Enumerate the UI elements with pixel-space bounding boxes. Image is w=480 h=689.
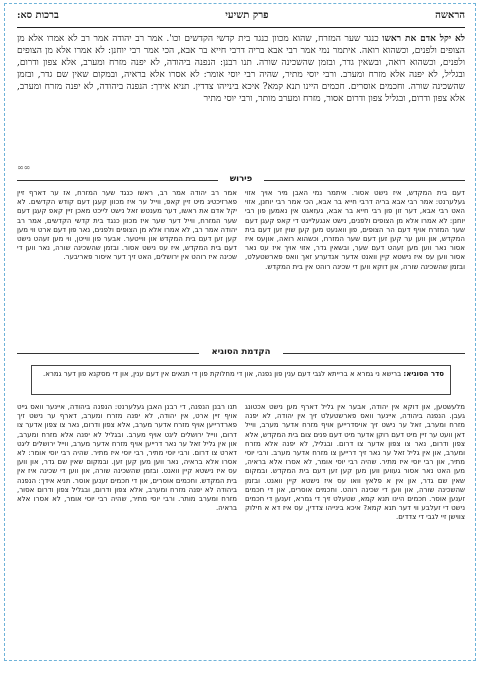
header-chapter: פרק תשיעי — [225, 10, 269, 21]
hakdama-heading — [17, 347, 465, 359]
header-tractate-name: ברכות — [35, 10, 59, 21]
header-tractate — [17, 10, 59, 21]
lower-columns — [17, 403, 465, 689]
perush-column-left: אמר רב יהודה אמר רב, ראשו כנגד שער המזרח, אז ער דארף זיין פארזיכטיג מיט זיין קאפ, ווייל ער איז מכוון קעגן דעם קודש הקדשים. לא יקל אדם את ראשו, דער מענטש זאל נישט לייכט מאכן זיין קאפ קעגן דעם שער המזרח, ווייל דער שער איז מכוון כנגד בית קדשי הקדשים, אמר רב יהודה אמר רב, לא אמרו אלא מן הצופים ולפנים, נאר פון דעם ארט ווי מען קען זען דעם בית המקדש און ווייטער. אבער פון ווייטן, ווי מען זעהט נישט דעם בית המקדש, איז עס נישט אסור. ובזמן שהשכינה שורה, נאר ווען די שכינה איז רוהט אין ירושלים, האט זיך דער איסור פאריבער. — [17, 189, 237, 262]
header-right: הראשה — [435, 10, 465, 21]
gemara-lead-words: לא יקל אדם את ראשו — [382, 34, 465, 44]
page-content — [17, 10, 465, 654]
gemara-body: כנגד שער המזרח, שהוא מכוון כנגד בית קדשי הקדשים וכו'. אמר רב יהודה אמר רב לא אמרו אלא מן הצופים ולפנים, וכשהוא רואה. איתמר נמי אמר רבי אבא בריה דרבי חייא בר אבא, הכי אמר רבי יוחנן: לא אמרו אלא מן הצופים ולפנים, וכשהוא רואה, ובשאין גדר, ובזמן שהשכינה שורה. תנו רבנן: הנפנה ביהודה, לא יפנה מזרח ומערב, אלא צפון ודרום, ובגליל, לא יפנה אלא מזרח ומערב. ורבי יוסי מתיר, שהיה רבי יוסי אומר: לא אסרו אלא בראיה, ובמקום שאין שם גדר, ובזמן שהשכינה שורה. וחכמים אוסרים. חכמים היינו תנא קמא? איכא בינייהו צדדין. תניא אידך: הנפנה ביהודה, לא יפנה מזרח ומערב, אלא צפון ודרום, ובגליל צפון ודרום אסור, מזרח ומערב מותר, ורבי יוסי מתיר — [17, 34, 465, 104]
perush-title: פירוש — [224, 174, 259, 184]
hakdama-box — [31, 365, 451, 395]
page-frame — [4, 3, 476, 661]
hakdama-title: הקדמת הסוגיא — [205, 347, 276, 357]
perush-columns — [17, 189, 465, 339]
perush-column-right: דעם בית המקדש, איז נישט אסור. איתמר נמי האבן מיר אויך אזוי געלערנט: אמר רבי אבא בריה דרבי חייא בר אבא, הכי אמר רבי יוחנן, אזוי האט רבי אבא, דער זון פון רבי חייא בר אבא, געזאגט אין נאמען פון רבי יוחנן: לא אמרו אלא מן הצופים ולפנים, נישט אנגעלייגט די קאפ קעגן דעם שער המזרח אויף דעם הר הצופים, פון וואנעט מען קען שוין זען דעם בית המקדש, און ווען ער קען זען דעם שער המזרח, וכשהוא רואה, אוןעס איז אסור נאר ווען מען זעהט דעם שער, ובשאין גדר, אזוי אויך איז עס נאר אסור ווען עס איז נישטא קיין וואנט אדער אנדערע זאך וואס פארשטעלט, ובזמן שהשכינה שורה, און דוקא ווען די שכינה רוהט אין בית המקדש. — [245, 189, 465, 271]
lower-column-right: מלעשטען, און דוקא אין יהודה, אבער אין גליל דארף מען נישט אכטונג געבן. הנפנה ביהודה, איינער וואס פארשטעלט זיך אין יהודה, לא יפנה מזרח ומערב, זאל ער נישט זיך אויסדרייען אויף מזרח אדער מערב, ווייל דאן וועט ער זיין מיט דעם רוקן אדער מיט דעם פנים צום בית המקדש, אלא צפון ודרום, נאר צו צפון אדער צו דרום. ובגליל, לא יפנה אלא מזרח ומערב, און אין גליל זאל ער נאר זיך דרייען צו מזרח אדער מערב. ורבי יוסי מתיר, און רבי יוסי איז מתיר. שהיה רבי יוסי אומר, לא אסרו אלא בראיה, מען האט נאר אסור געווען ווען מען קען זען דעם בית המקדש. ובמקום שאין שם גדר, און אין א פלאץ וואו עס איז נישטא קיין וואנט. ובזמן שהשכינה שורה, און ווען די שכינה רוהט. וחכמים אוסרים, און די חכמים זענען אוסר. חכמים היינו תנא קמא, שטעלט זיך די גמרא, זענען די חכמים נישט די זעלבע ווי דער תנא קמא? איכא בינייהו צדדין, עס איז דא א חילוק צווישן זיי לגבי די צדדים. — [245, 403, 465, 522]
header-folio: סא: — [17, 10, 33, 21]
perush-heading — [17, 174, 465, 186]
gemara-end-ornament: ∞∞ — [17, 163, 31, 172]
hakdama-text: ברישא ני גמרא א ברייתא לגבי דעם ענין פון נפנה, און די מחלוקת פון די תנאים אין דעם ענין, און די מסקנא פון דער גמרא. — [43, 370, 402, 378]
lower-column-left: תנו רבנן הנפנה, די רבנן האבן געלערנט: הנפנה ביהודה, איינער וואס גייט אויף זיין ארט, אין יהודה, לא יפנה מזרח ומערב, דארף ער נישט זיך פארדרייען אויף מזרח אדער מערב, אלא צפון ודרום, נאר צו צפון אדער צו דרום, ווייל ירושלים ליגט אויף מערב. ובגליל לא יפנה אלא מזרח ומערב, און אין גליל זאל ער נאר דרייען אויף מזרח אדער מערב, ווייל ירושלים ליגט דארט צו דרום. ורבי יוסי מתיר, רבי יוסי איז מתיר. שהיה רבי יוסי אומר: לא אסרו אלא בראיה, נאר ווען מען קען זען. ובמקום שאין שם גדר, און ווען עס איז נישטא קיין וואנט. ובזמן שהשכינה שורה, און ווען די שכינה איז אין בית המקדש. וחכמים אוסרים, און די חכמים זענען אוסר. תניא אידך: הנפנה ביהודה לא יפנה מזרח ומערב, אלא צפון ודרום, ובגליל צפון ודרום אסור, מזרח ומערב מותר. ורבי יוסי מתיר, שהיה רבי יוסי אומר, לא אסרו אלא בראיה. — [17, 403, 237, 513]
hakdama-label: סדר הסוגיא: — [403, 370, 444, 378]
gemara-text — [17, 33, 465, 165]
running-header — [17, 10, 465, 28]
